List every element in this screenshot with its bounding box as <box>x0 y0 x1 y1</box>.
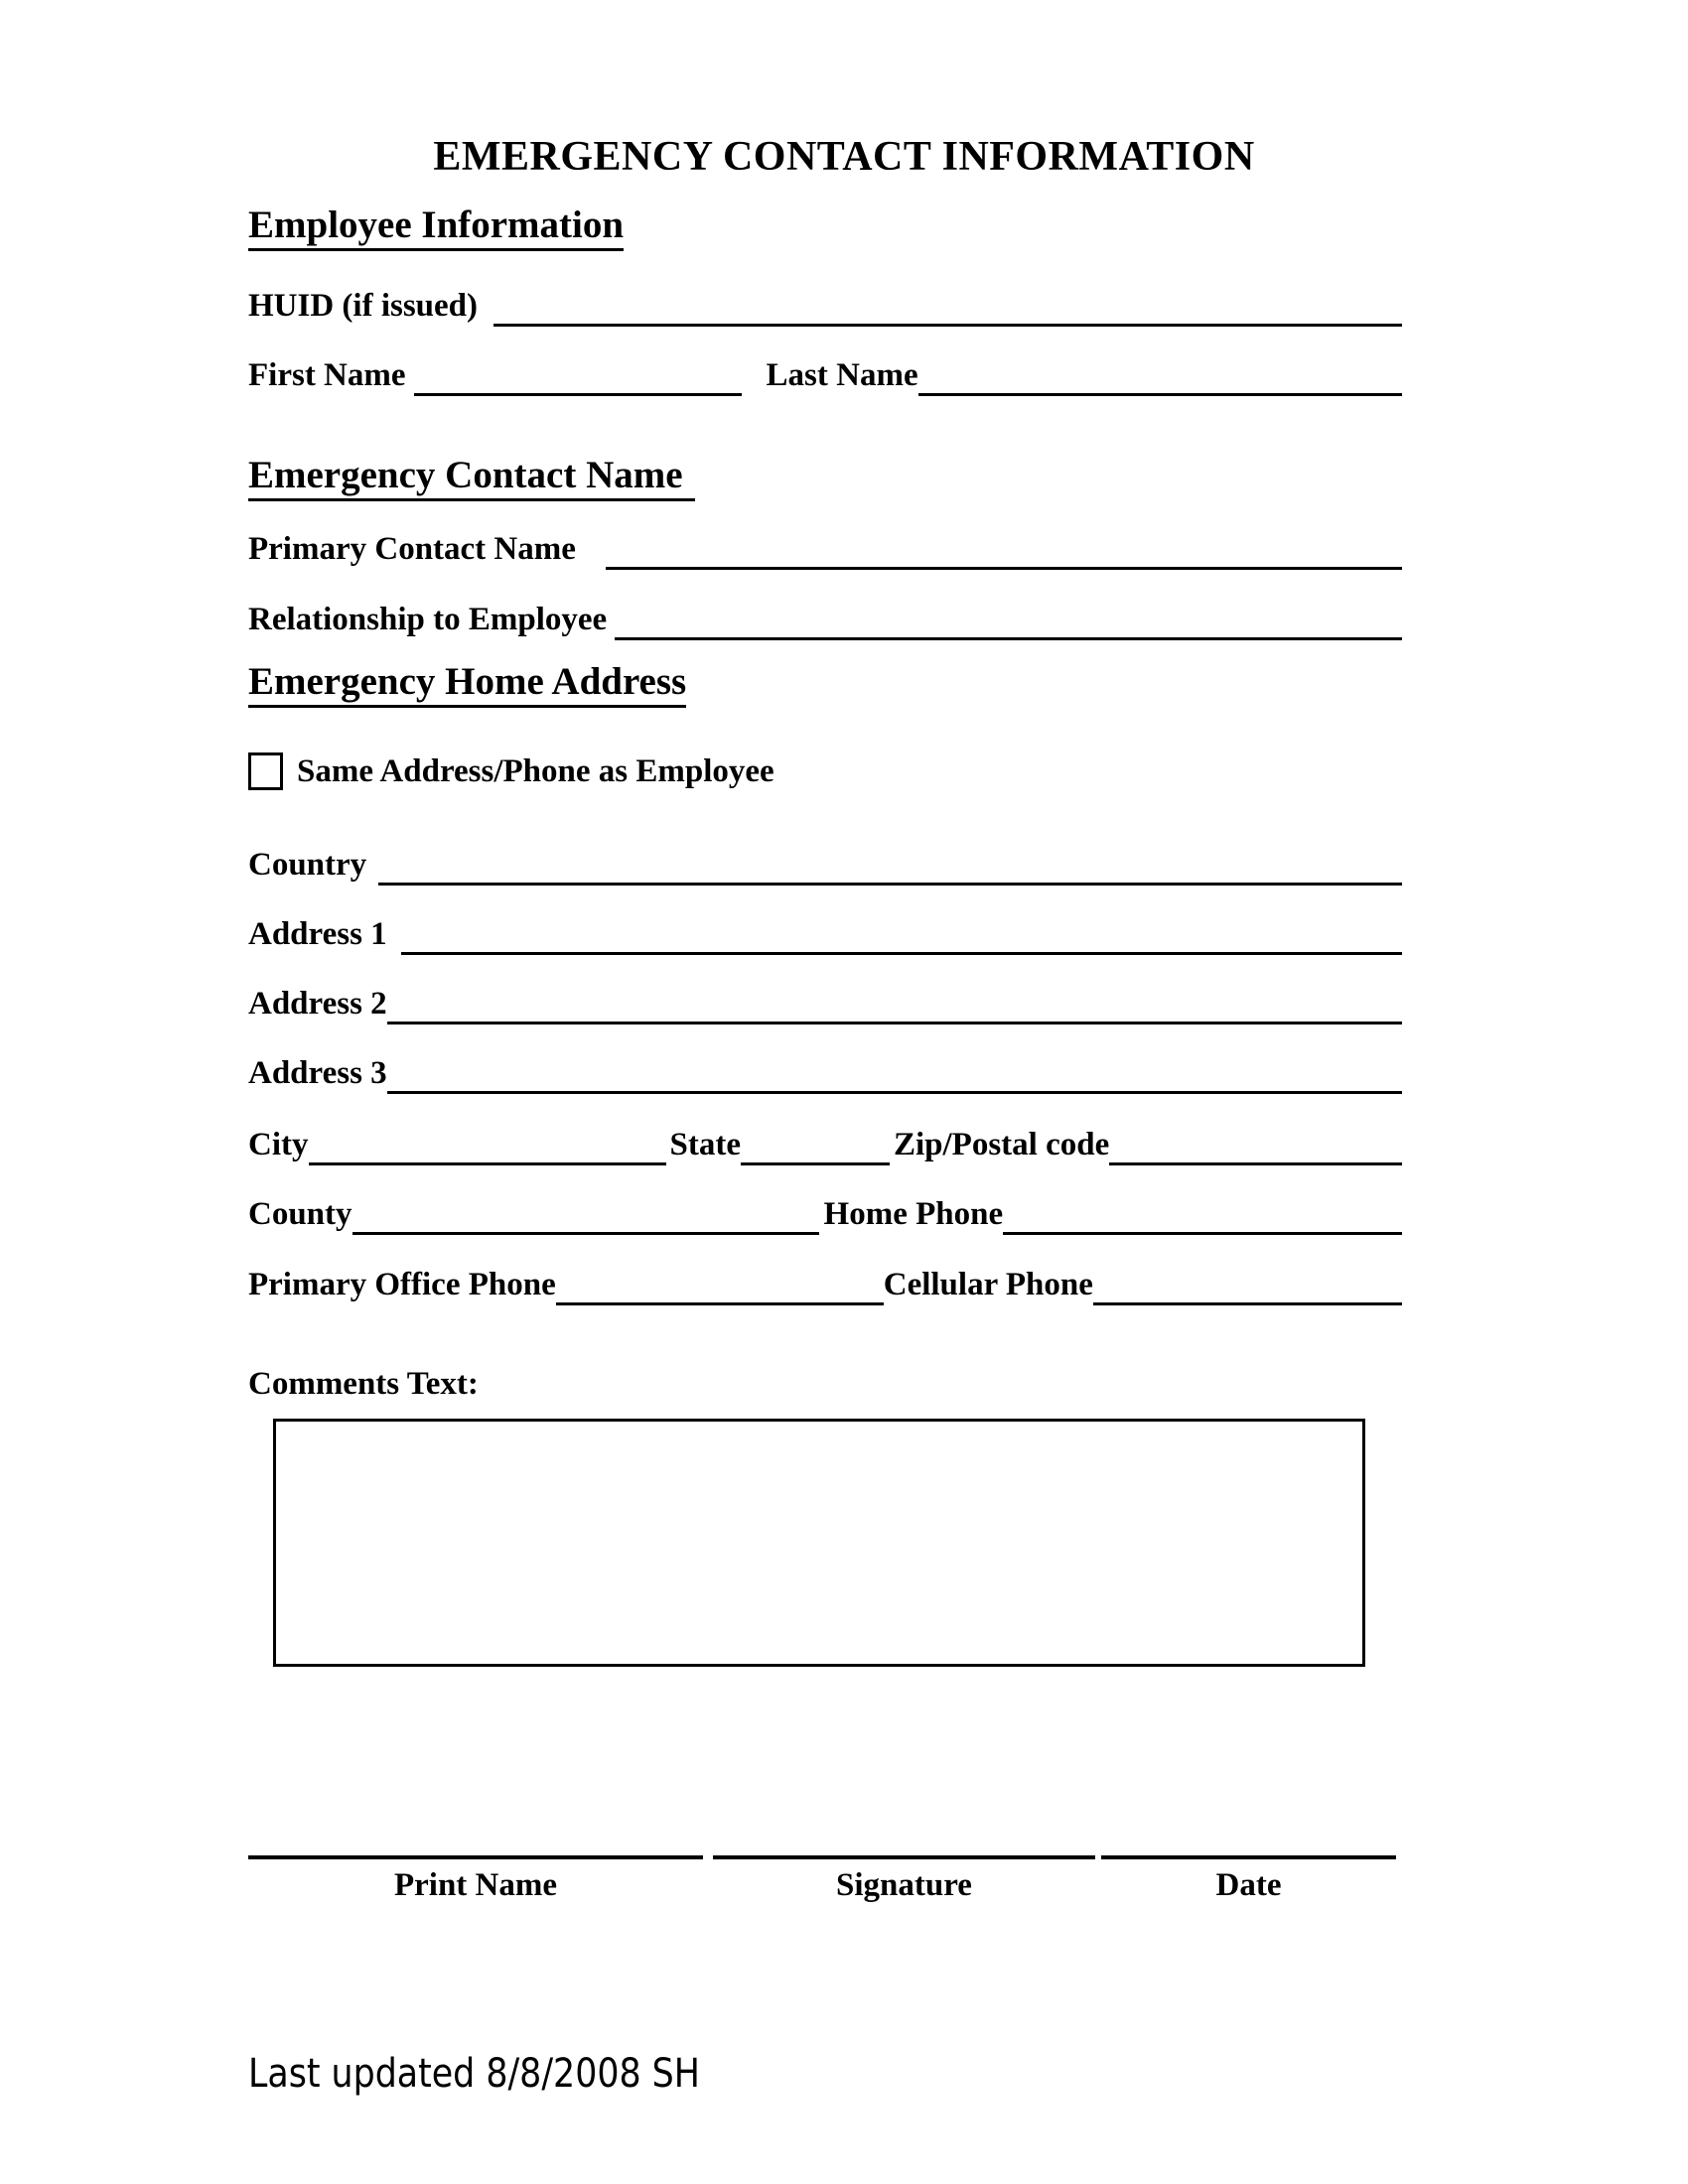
city-field-line[interactable] <box>309 1121 666 1165</box>
address1-label: Address 1 <box>248 916 387 952</box>
state-label: State <box>669 1127 741 1162</box>
city-label: City <box>248 1127 309 1162</box>
primary-contact-name-field-line[interactable] <box>606 525 1402 570</box>
page-title: EMERGENCY CONTACT INFORMATION <box>433 134 1255 180</box>
primary-contact-name-label: Primary Contact Name <box>248 531 576 567</box>
comments-textarea[interactable] <box>273 1419 1365 1667</box>
home-phone-field-line[interactable] <box>1003 1190 1402 1235</box>
huid-field-line[interactable] <box>493 282 1402 327</box>
address2-label: Address 2 <box>248 986 387 1022</box>
address2-field-line[interactable] <box>387 980 1402 1024</box>
date-area[interactable] <box>1101 1855 1396 1906</box>
date-label: Date <box>1215 1867 1282 1903</box>
name-row <box>248 351 1402 396</box>
zip-label: Zip/Postal code <box>893 1127 1110 1162</box>
country-row <box>248 841 1402 886</box>
address3-label: Address 3 <box>248 1055 387 1091</box>
same-address-label: Same Address/Phone as Employee <box>297 753 774 789</box>
county-field-line[interactable] <box>352 1190 819 1235</box>
state-field-line[interactable] <box>741 1121 890 1165</box>
office-cellular-row <box>248 1261 1402 1305</box>
signature-label: Signature <box>836 1867 972 1903</box>
home-phone-label: Home Phone <box>823 1196 1004 1232</box>
signature-section <box>248 1855 1396 1906</box>
last-name-label: Last Name <box>766 357 918 393</box>
relationship-field-line[interactable] <box>615 596 1402 640</box>
city-state-zip-row <box>248 1121 1402 1165</box>
country-field-line[interactable] <box>378 841 1402 886</box>
office-phone-label: Primary Office Phone <box>248 1267 556 1302</box>
address3-field-line[interactable] <box>387 1049 1402 1094</box>
huid-row <box>248 282 1402 327</box>
address3-row <box>248 1049 1402 1094</box>
county-phone-row <box>248 1190 1402 1235</box>
primary-contact-row <box>248 525 1402 570</box>
office-phone-field-line[interactable] <box>556 1261 884 1305</box>
print-name-label: Print Name <box>393 1867 558 1903</box>
address1-field-line[interactable] <box>401 910 1402 955</box>
huid-label: HUID (if issued) <box>248 288 479 324</box>
first-name-field-line[interactable] <box>414 351 742 396</box>
heading-employee-information: Employee Information <box>248 204 624 251</box>
last-name-field-line[interactable] <box>918 351 1402 396</box>
zip-field-line[interactable] <box>1109 1121 1402 1165</box>
relationship-label: Relationship to Employee <box>248 602 608 637</box>
relationship-row <box>248 596 1402 640</box>
signature-area[interactable] <box>713 1855 1095 1906</box>
same-address-row <box>248 751 774 792</box>
heading-emergency-home-address: Emergency Home Address <box>248 660 686 708</box>
same-address-checkbox[interactable] <box>248 752 283 790</box>
county-label: County <box>248 1196 352 1232</box>
last-updated-note: Last updated 8/8/2008 SH <box>248 2051 700 2097</box>
country-label: Country <box>248 847 367 883</box>
first-name-label: First Name <box>248 357 406 393</box>
cellular-phone-field-line[interactable] <box>1093 1261 1402 1305</box>
print-name-signature-area[interactable] <box>248 1855 703 1906</box>
comments-label: Comments Text: <box>248 1366 479 1402</box>
heading-emergency-contact-name: Emergency Contact Name <box>248 454 695 501</box>
address1-row <box>248 910 1402 955</box>
cellular-phone-label: Cellular Phone <box>883 1267 1093 1302</box>
address2-row <box>248 980 1402 1024</box>
